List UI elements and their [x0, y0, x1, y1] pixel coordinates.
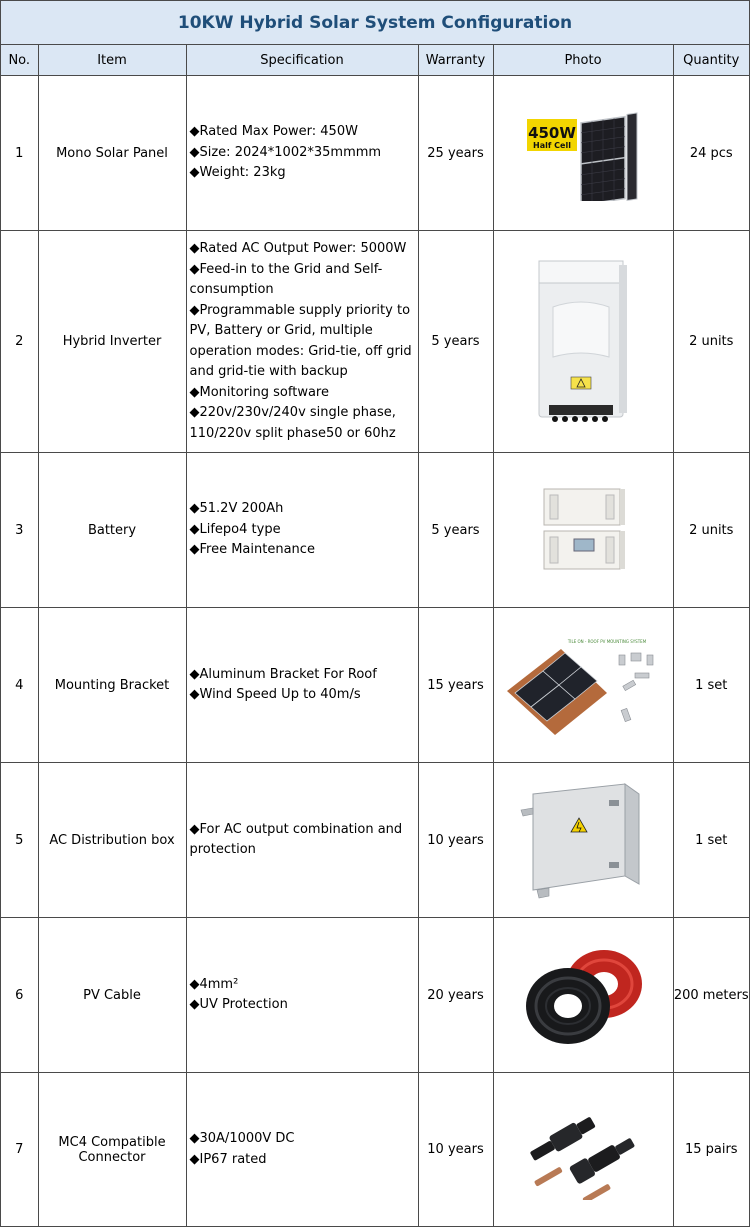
- item-name: PV Cable: [38, 918, 186, 1073]
- spec-line: ◆Wind Speed Up to 40m/s: [189, 687, 361, 702]
- header-quantity: Quantity: [673, 45, 749, 76]
- row-number: 3: [1, 453, 38, 608]
- item-name: AC Distribution box: [38, 763, 186, 918]
- photo-cell: [493, 231, 673, 453]
- table-row: [1, 608, 749, 763]
- table-row: [1, 76, 749, 231]
- spec-line: ◆Rated Max Power: 450W: [189, 124, 358, 140]
- specification-cell: [186, 1073, 418, 1227]
- quantity: 2 units: [673, 231, 749, 453]
- solar-panel-photo: [523, 105, 643, 201]
- spec-line: ◆Weight: 23kg: [189, 165, 286, 181]
- panel-badge-type: Half Cell: [533, 141, 571, 150]
- specification-cell: [186, 918, 418, 1073]
- quantity: 200 meters: [673, 918, 749, 1073]
- panel-badge-power: 450W: [528, 124, 576, 142]
- table-row: [1, 763, 749, 918]
- spec-line: ◆Aluminum Bracket For Roof: [189, 666, 377, 682]
- spec-line: ◆Free Maintenance: [189, 542, 315, 558]
- page-title: 10KW Hybrid Solar System Configuration: [1, 1, 749, 45]
- quantity: 2 units: [673, 453, 749, 608]
- configuration-table: [1, 45, 749, 1226]
- header-specification: Specification: [186, 45, 418, 76]
- spec-line: ◆Monitoring software: [189, 384, 329, 400]
- spec-line: ◆51.2V 200Ah: [189, 501, 284, 517]
- item-name: Mono Solar Panel: [38, 76, 186, 231]
- battery-rack-photo: [538, 485, 628, 575]
- spec-line: ◆IP67 rated: [189, 1151, 267, 1167]
- spec-line: ◆30A/1000V DC: [189, 1131, 295, 1146]
- photo-cell: [493, 918, 673, 1073]
- spec-line: ◆Size: 2024*1002*35mmmm: [189, 144, 382, 160]
- quantity: 1 set: [673, 608, 749, 763]
- item-name: Mounting Bracket: [38, 608, 186, 763]
- photo-cell: [493, 763, 673, 918]
- specification-cell: [186, 608, 418, 763]
- specification-cell: [186, 231, 418, 453]
- row-number: 4: [1, 608, 38, 763]
- item-name: Battery: [38, 453, 186, 608]
- photo-cell: [493, 1073, 673, 1227]
- specification-cell: [186, 453, 418, 608]
- table-row: [1, 231, 749, 453]
- header-warranty: Warranty: [418, 45, 493, 76]
- pv-cable-photo: [518, 940, 648, 1050]
- warranty: 10 years: [418, 1073, 493, 1227]
- warranty: 10 years: [418, 763, 493, 918]
- distribution-box-photo: [513, 780, 653, 900]
- item-name: MC4 Compatible Connector: [38, 1073, 186, 1227]
- warranty: 5 years: [418, 453, 493, 608]
- quantity: 24 pcs: [673, 76, 749, 231]
- table-row: [1, 918, 749, 1073]
- header-photo: Photo: [493, 45, 673, 76]
- table-row: [1, 453, 749, 608]
- table-row: [1, 1073, 749, 1227]
- hybrid-inverter-photo: [533, 257, 633, 427]
- header-item: Item: [38, 45, 186, 76]
- row-number: 1: [1, 76, 38, 231]
- row-number: 5: [1, 763, 38, 918]
- warranty: 15 years: [418, 608, 493, 763]
- spec-line: ◆4mm²: [189, 976, 239, 992]
- mc4-connector-photo: [518, 1100, 648, 1200]
- table-header-row: [1, 45, 749, 76]
- row-number: 6: [1, 918, 38, 1073]
- row-number: 2: [1, 231, 38, 453]
- specification-cell: [186, 763, 418, 918]
- spec-line: ◆For AC output combination and protection: [189, 821, 403, 857]
- spec-line: ◆Rated AC Output Power: 5000W: [189, 241, 407, 256]
- spec-line: ◆Feed-in to the Grid and Self-consumption: [189, 261, 383, 297]
- spec-line: ◆UV Protection: [189, 997, 288, 1012]
- spec-line: ◆Lifepo4 type: [189, 521, 281, 537]
- warranty: 5 years: [418, 231, 493, 453]
- photo-cell: [493, 453, 673, 608]
- warranty: 25 years: [418, 76, 493, 231]
- item-name: Hybrid Inverter: [38, 231, 186, 453]
- photo-cell: [493, 608, 673, 763]
- specification-cell: [186, 76, 418, 231]
- photo-cell: [493, 76, 673, 231]
- header-no: No.: [1, 45, 38, 76]
- quantity: 15 pairs: [673, 1073, 749, 1227]
- spec-line: ◆220v/230v/240v single phase, 110/220v split phase50 or 60hz: [189, 405, 396, 441]
- spec-line: ◆Programmable supply priority to PV, Battery or Grid, multiple operation modes: Grid-tie, off grid and grid-tie with backup: [189, 302, 412, 379]
- row-number: 7: [1, 1073, 38, 1227]
- quantity: 1 set: [673, 763, 749, 918]
- warranty: 20 years: [418, 918, 493, 1073]
- mounting-caption: TILE ON - ROOF PV MOUNTING SYSTEM: [567, 639, 647, 644]
- roof-mounting-photo: [503, 635, 663, 735]
